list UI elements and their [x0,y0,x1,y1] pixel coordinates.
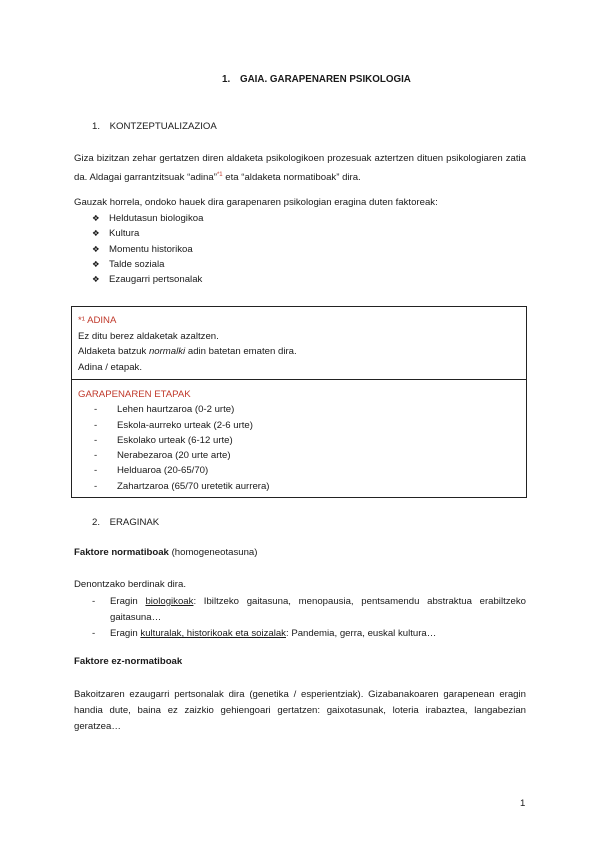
adina-box [71,306,527,380]
factors-list [92,211,203,287]
list-item: - Zahartzaroa (65/70 uretetik aurrera) [94,480,270,492]
list-item: - Nerabezaroa (20 urte arte) [94,450,231,462]
adina-line: Ez ditu berez aldaketak azaltzen. [78,330,219,342]
list-item: ❖ Heldutasun biologikoa [92,211,203,226]
list-item: ❖ Ezaugarri pertsonalak [92,272,203,287]
list-item: ❖ Momentu historikoa [92,242,203,257]
adina-line: Aldaketa batzuk normalki adin batetan ematen dira. [78,346,297,358]
adina-title: *¹ ADINA [78,315,117,326]
diamond-bullet-icon: ❖ [92,243,100,254]
normative-title: Faktore normatiboak (homogeneotasuna) [74,547,258,558]
list-item: - Helduaroa (20-65/70) [94,465,209,477]
nonnormative-title: Faktore ez-normatiboak [74,656,183,667]
etapak-box [71,379,527,498]
list-item: - Eragin biologikoak: Ibiltzeko gaitasuna, menopausia, pentsamendu abstraktua erabiltzeko gaitasuna… [92,596,527,623]
normative-intro: Denontzako berdinak dira. [74,579,186,590]
stages-list [78,402,520,494]
diamond-bullet-icon: ❖ [92,258,100,269]
diamond-bullet-icon: ❖ [92,274,100,285]
etapak-title: GARAPENAREN ETAPAK [78,389,191,400]
intro-paragraph: Giza bizitzan zehar gertatzen diren aldaketa psikologikoen prozesuak aztertzen dituen psikologiaren zatia da. Aldagai garrantzitsuak “adina”$^{*1}$ eta “aldaketa normatiboak” dira. [74,153,526,184]
normative-list [92,594,526,642]
list-item: ❖ Talde soziala [92,257,203,272]
diamond-bullet-icon: ❖ [92,213,100,223]
footnote-marker: *1 [216,172,223,178]
section-heading-eraginak: 2. ERAGINAK [92,517,160,528]
factors-intro: Gauzak horrela, ondoko hauek dira garapenaren psikologian eragina duten faktoreak: [74,197,438,208]
diamond-bullet-icon: ❖ [92,228,100,239]
page-number: 1 [520,798,526,809]
list-item: - Eskola-aurreko urteak (2-6 urte) [94,419,253,431]
list-item: - Eragin kulturalak, historikoak eta soizalak: Pandemia, gerra, euskal kultura… [92,628,437,639]
page-title: 1. GAIA. GARAPENAREN PSIKOLOGIA [222,74,411,85]
list-item: - Lehen haurtzaroa (0-2 urte) [94,404,235,416]
list-item: - Eskolako urteak (6-12 urte) [94,434,233,446]
nonnormative-paragraph: Bakoitzaren ezaugarri pertsonalak dira (genetika / esperientziak). Gizabanakoaren garapenean eragin handia dute, baina ez zaizkio gehiengoari gertatzen: gaixotasunak, loteria irabaztea, langabezian geratzea… [74,689,526,732]
adina-line: Adina / etapak. [78,361,143,373]
section-heading-kontzeptualizazioa: 1. KONTZEPTUALIZAZIOA [92,121,217,132]
list-item: ❖ Kultura [92,226,203,241]
